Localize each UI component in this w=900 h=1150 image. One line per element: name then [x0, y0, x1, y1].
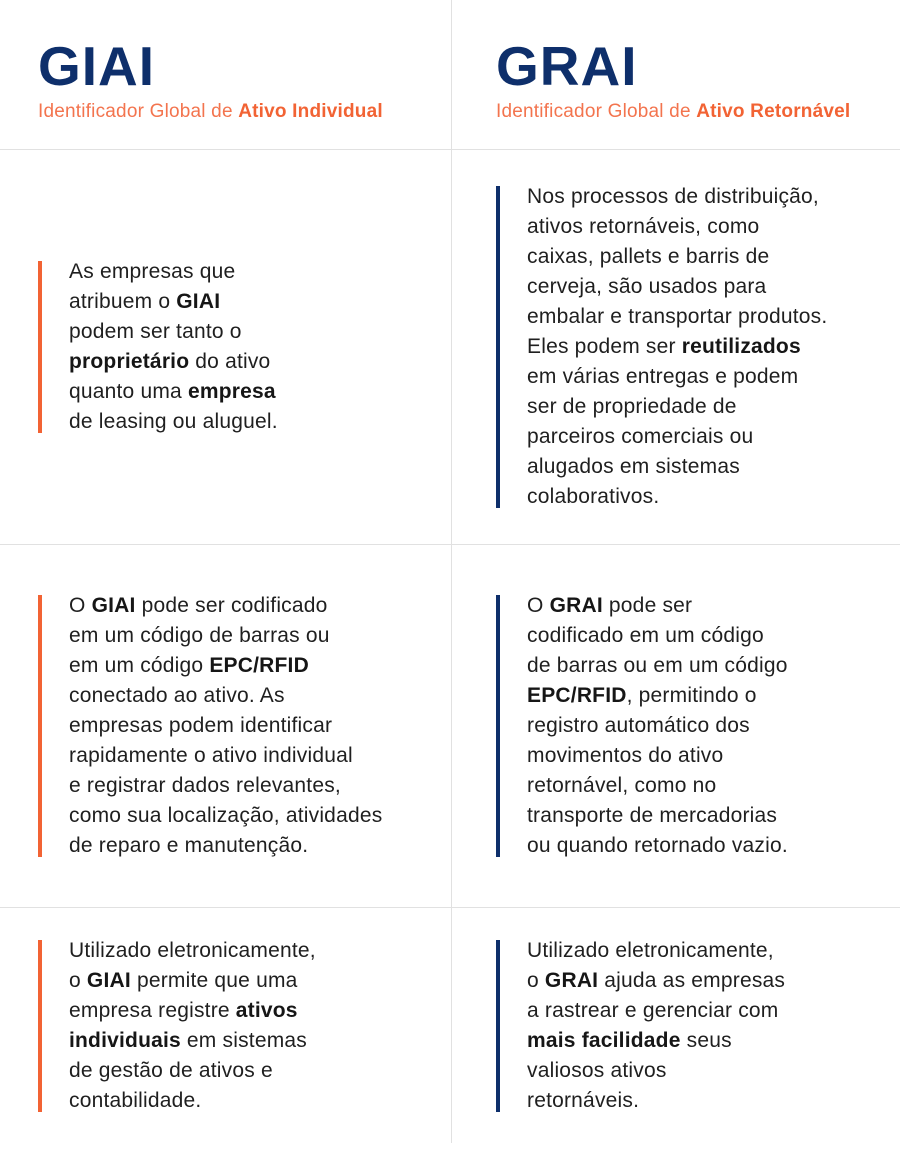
grai-encoding-paragraph: O GRAI pode ser codificado em um código de barras ou em um código EPC/RFID, permitindo o registro automático dos movimentos do ativo retornável, como no transporte de mercadorias ou quando retornado vazio.	[496, 591, 880, 861]
electronic-use-row	[0, 908, 900, 1143]
grai-usage-cell	[452, 150, 900, 544]
giai-header	[0, 0, 452, 149]
grai-subtitle-prefix: Identificador Global de	[496, 100, 697, 122]
giai-ownership-cell	[0, 150, 452, 544]
encoding-row	[0, 545, 900, 908]
giai-electronic-paragraph: Utilizado eletronicamente, o GIAI permite que uma empresa registre ativos individuais em sistemas de gestão de ativos e contabilidade.	[38, 936, 431, 1116]
giai-subtitle-keyword: Ativo Individual	[238, 100, 383, 122]
giai-ownership-paragraph: As empresas que atribuem o GIAI podem ser tanto o proprietário do ativo quanto uma empresa de leasing ou aluguel.	[38, 257, 431, 437]
giai-subtitle	[38, 101, 431, 123]
grai-title: GRAI	[496, 34, 638, 97]
giai-encoding-paragraph: O GIAI pode ser codificado em um código de barras ou em um código EPC/RFID conectado ao ativo. As empresas podem identificar rapidamente o ativo individual e registrar dados relevantes, como sua localização, atividades de reparo e manutenção.	[38, 591, 431, 861]
grai-subtitle-keyword: Ativo Retornável	[696, 100, 851, 122]
giai-subtitle-prefix: Identificador Global de	[38, 100, 239, 122]
giai-encoding-cell	[0, 545, 452, 907]
giai-title: GIAI	[38, 34, 156, 97]
grai-header	[452, 0, 900, 149]
ownership-usage-row	[0, 150, 900, 545]
grai-usage-paragraph: Nos processos de distribuição, ativos retornáveis, como caixas, pallets e barris de cerveja, são usados para embalar e transportar produtos. Eles podem ser reutilizados em várias entregas e podem ser de propriedade de parceiros comerciais ou alugados em sistemas colaborativos.	[496, 182, 880, 512]
grai-electronic-cell	[452, 908, 900, 1143]
grai-subtitle	[496, 101, 880, 123]
header-row	[0, 0, 900, 150]
grai-encoding-cell	[452, 545, 900, 907]
giai-electronic-cell	[0, 908, 452, 1143]
grai-electronic-paragraph: Utilizado eletronicamente, o GRAI ajuda as empresas a rastrear e gerenciar com mais facilidade seus valiosos ativos retornáveis.	[496, 936, 880, 1116]
